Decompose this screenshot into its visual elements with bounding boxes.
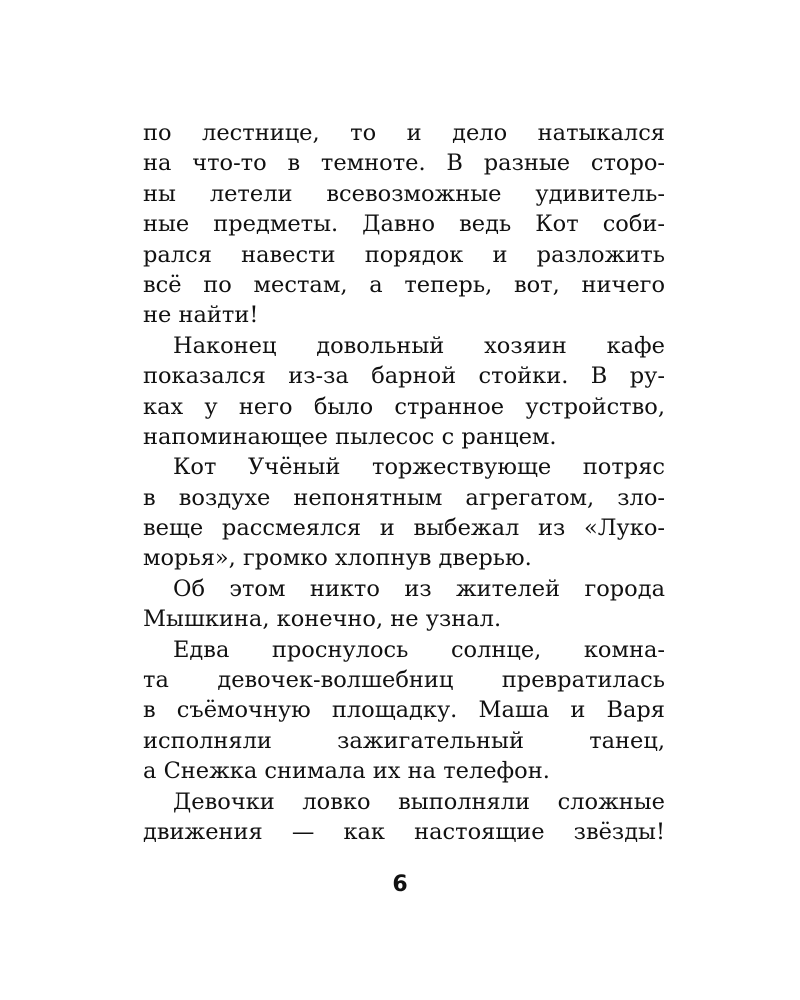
text-line: Девочки ловко выполняли сложные — [173, 788, 665, 815]
text-line: Кот Учёный торжествующе потряс — [173, 454, 665, 481]
text-line: движения — как настоящие звёзды! — [143, 818, 665, 845]
text-line: исполняли зажигательный танец, — [143, 727, 665, 754]
text-line: ны летели всевозможные удивитель- — [143, 180, 665, 207]
text-line: а Снежка снимала их на телефон. — [143, 758, 550, 785]
text-line: в воздухе непонятным агрегатом, зло- — [143, 484, 665, 511]
text-line: Об этом никто из жителей города — [173, 575, 665, 602]
text-line: рался навести порядок и разложить — [143, 241, 665, 268]
text-line: Едва проснулось солнце, комна- — [173, 636, 665, 663]
text-line: ках у него было странное устройство, — [143, 393, 665, 420]
text-line: Мышкина, конечно, не узнал. — [143, 606, 502, 633]
text-line: веще рассмеялся и выбежал из «Луко- — [143, 515, 665, 542]
text-line: на что-то в темноте. В разные сторо- — [143, 150, 665, 177]
text-line: показался из-за барной стойки. В ру- — [143, 363, 665, 390]
page-number: 6 — [392, 872, 408, 897]
text-line: в съёмочную площадку. Маша и Варя — [143, 697, 665, 724]
text-line: напоминающее пылесос с ранцем. — [143, 423, 557, 450]
text-line: по лестнице, то и дело натыкался — [143, 120, 665, 146]
text-line: не найти! — [143, 302, 259, 329]
text-line: Наконец довольный хозяин кафе — [173, 332, 665, 359]
text-line: ные предметы. Давно ведь Кот соби- — [143, 211, 665, 238]
body-text — [143, 118, 665, 847]
text-line: та девочек-волшебниц превратилась — [143, 667, 665, 694]
text-line: морья», громко хлопнув дверью. — [143, 545, 532, 572]
text-line: всё по местам, а теперь, вот, ничего — [143, 271, 665, 298]
